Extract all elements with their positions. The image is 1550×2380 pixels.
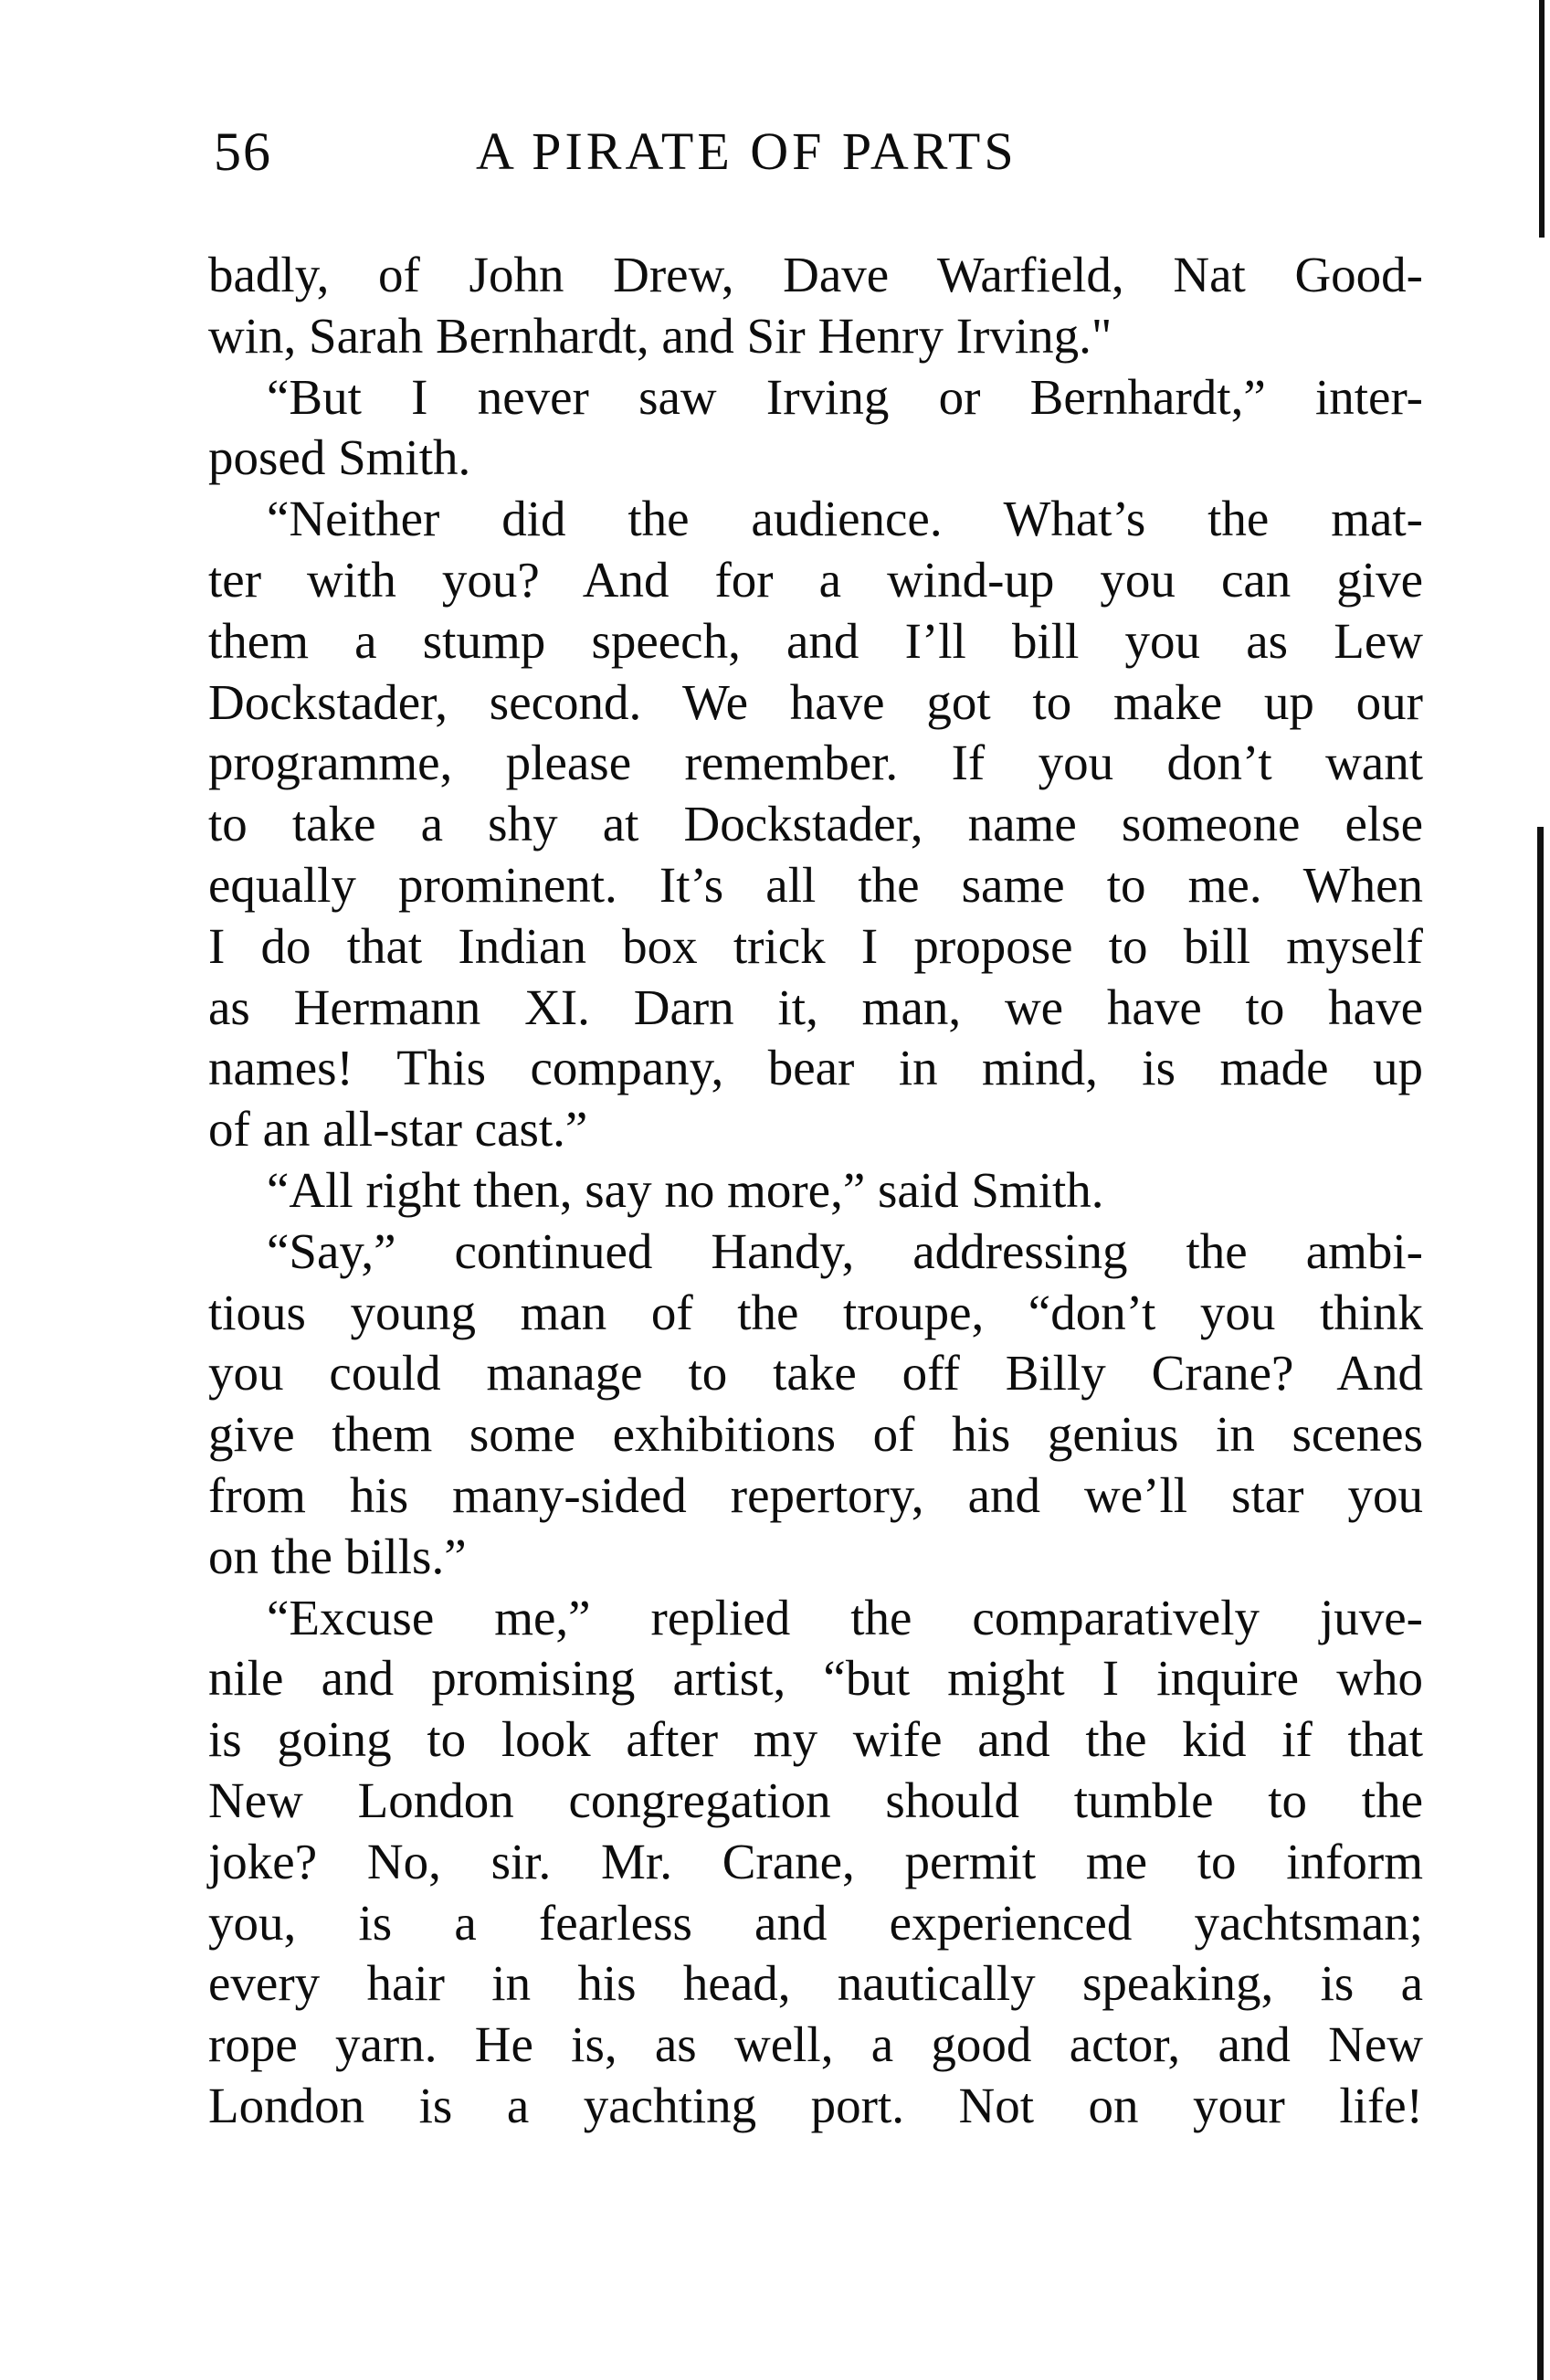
text-line: London is a yachting port. Not on your life! [208, 2077, 1423, 2133]
text-line: rope yarn. He is, as well, a good actor, and New [208, 2016, 1423, 2073]
text-line: equally prominent. It’s all the same to me. When [208, 856, 1423, 913]
text-line: every hair in his head, nautically speaking, is a [208, 1955, 1423, 2012]
text-line: nile and promising artist, “but might I inquire who [208, 1650, 1423, 1707]
body-text [208, 245, 1423, 2137]
text-line: “All right then, say no more,” said Smith. [267, 1161, 1104, 1218]
text-line: New London congregation should tumble to the [208, 1772, 1423, 1828]
text-line: of an all-star cast.” [208, 1101, 588, 1158]
page-header [208, 121, 1441, 194]
running-title: A PIRATE OF PARTS [476, 122, 1018, 181]
text-line: badly, of John Drew, Dave Warfield, Nat Good- [208, 247, 1423, 302]
page-number: 56 [214, 122, 272, 182]
text-line: from his many-sided repertory, and we’ll star you [208, 1466, 1423, 1523]
text-line: programme, please remember. If you don’t want [208, 735, 1423, 791]
text-line: “Excuse me,” replied the comparatively juve- [267, 1589, 1423, 1645]
text-line: to take a shy at Dockstader, name someone else [208, 796, 1423, 852]
text-line: win, Sarah Bernhardt, and Sir Henry Irving." [208, 307, 1112, 364]
page-edge-line [1539, 0, 1545, 238]
text-line: names! This company, bear in mind, is made up [208, 1040, 1423, 1096]
text-line: give them some exhibitions of his genius in scenes [208, 1406, 1423, 1463]
text-line: I do that Indian box trick I propose to bill myself [208, 917, 1423, 974]
text-line: tious young man of the troupe, “don’t you think [208, 1284, 1423, 1340]
text-line: “Say,” continued Handy, addressing the ambi- [267, 1222, 1423, 1279]
text-line: you, is a fearless and experienced yachtsman; [208, 1894, 1423, 1951]
text-line: as Hermann XI. Darn it, man, we have to have [208, 978, 1423, 1035]
text-line: them a stump speech, and I’ll bill you as Lew [208, 612, 1423, 669]
text-line: is going to look after my wife and the kid if that [208, 1711, 1423, 1768]
text-line: “Neither did the audience. What’s the mat- [267, 491, 1423, 547]
page-edge-line [1537, 827, 1544, 2380]
text-line: joke? No, sir. Mr. Crane, permit me to inform [208, 1833, 1423, 1889]
text-line: “But I never saw Irving or Bernhardt,” inter- [267, 368, 1423, 425]
text-line: ter with you? And for a wind-up you can give [208, 551, 1423, 608]
text-line: Dockstader, second. We have got to make up our [208, 673, 1423, 730]
text-line: on the bills.” [208, 1528, 467, 1584]
text-line: posed Smith. [208, 429, 471, 486]
text-line: you could manage to take off Billy Crane? And [208, 1345, 1423, 1402]
